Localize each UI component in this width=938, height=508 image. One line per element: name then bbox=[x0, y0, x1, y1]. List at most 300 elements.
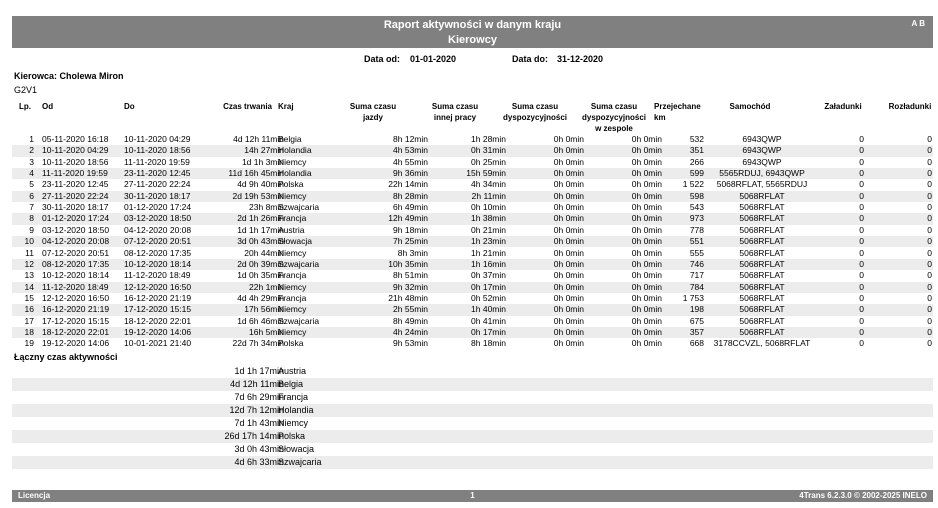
cell-samochod: 5068RFLAT bbox=[739, 281, 785, 292]
totals-row bbox=[12, 391, 933, 404]
cell-inna: 15h 59min bbox=[466, 168, 506, 179]
cell-jazdy: 2h 55min bbox=[393, 304, 428, 315]
cell-dysp: 0h 0min bbox=[553, 281, 584, 292]
cell-do: 12-12-2020 16:50 bbox=[124, 281, 192, 292]
table-row bbox=[12, 293, 933, 304]
cell-czas: 22h 1min bbox=[249, 281, 284, 292]
col-dysp: Suma czasu dyspozycyjności bbox=[502, 102, 568, 122]
cell-od: 10-12-2020 18:14 bbox=[42, 270, 110, 281]
col-rozladunki: Rozładunki bbox=[888, 102, 932, 111]
cell-km: 746 bbox=[689, 258, 704, 269]
totals-row bbox=[12, 404, 933, 417]
cell-od: 23-11-2020 12:45 bbox=[42, 179, 109, 190]
cell-roz: 0 bbox=[927, 292, 932, 303]
table-row bbox=[12, 316, 933, 327]
cell-czas: 2d 19h 53min bbox=[232, 190, 284, 201]
cell-inna: 0h 10min bbox=[471, 202, 506, 213]
cell-dysp-zesp: 0h 0min bbox=[631, 236, 662, 247]
cell-samochod: 6943QWP bbox=[742, 134, 782, 144]
cell-dysp-zesp: 0h 0min bbox=[631, 202, 662, 213]
cell-do: 16-12-2020 21:19 bbox=[124, 292, 192, 303]
cell-czas: 16h 5min bbox=[249, 326, 284, 337]
totals-time: 3d 0h 43min bbox=[234, 444, 284, 454]
cell-jazdy: 22h 14min bbox=[388, 179, 428, 190]
cell-km: 668 bbox=[689, 338, 704, 349]
cell-czas: 14h 27min bbox=[244, 145, 284, 156]
date-to-label: Data do: bbox=[512, 54, 548, 64]
cell-kraj: Niemcy bbox=[278, 247, 307, 258]
cell-do: 10-12-2020 18:14 bbox=[124, 258, 192, 269]
totals-country: Holandia bbox=[278, 405, 314, 415]
cell-kraj: Niemcy bbox=[278, 304, 307, 315]
cell-od: 16-12-2020 21:19 bbox=[42, 304, 110, 315]
cell-dysp: 0h 0min bbox=[553, 247, 584, 258]
cell-kraj: Szwajcaria bbox=[278, 258, 320, 269]
totals-country: Austria bbox=[278, 366, 307, 376]
cell-do: 19-12-2020 14:06 bbox=[124, 326, 192, 337]
cell-km: 555 bbox=[689, 247, 704, 258]
cell-inna: 1h 16min bbox=[471, 258, 506, 269]
date-from-value: 01-01-2020 bbox=[410, 54, 457, 64]
table-row bbox=[12, 270, 933, 281]
col-czas: Czas trwania bbox=[223, 102, 272, 111]
cell-dysp-zesp: 0h 0min bbox=[631, 168, 662, 179]
totals-country: Szwajcaria bbox=[278, 457, 322, 467]
table-row bbox=[12, 202, 933, 213]
cell-do: 18-12-2020 22:01 bbox=[124, 315, 192, 326]
cell-zal: 0 bbox=[859, 168, 864, 179]
cell-inna: 0h 37min bbox=[471, 270, 506, 281]
cell-jazdy: 8h 12min bbox=[393, 134, 428, 144]
table-row bbox=[12, 213, 933, 224]
cell-lp: 10 bbox=[24, 236, 34, 247]
cell-dysp-zesp: 0h 0min bbox=[631, 270, 662, 281]
cell-jazdy: 21h 48min bbox=[388, 292, 428, 303]
col-kraj: Kraj bbox=[278, 102, 294, 111]
cell-lp: 6 bbox=[29, 190, 34, 201]
cell-samochod: 6943QWP bbox=[742, 156, 782, 167]
totals-time: 7d 6h 29min bbox=[234, 392, 284, 402]
cell-roz: 0 bbox=[927, 304, 932, 315]
cell-inna: 8h 18min bbox=[471, 338, 506, 349]
totals-time: 7d 1h 43min bbox=[234, 418, 284, 428]
report-subtitle: Kierowcy bbox=[448, 34, 497, 46]
cell-roz: 0 bbox=[927, 213, 932, 224]
cell-samochod: 5068RFLAT, 5565RDUJ bbox=[716, 179, 808, 190]
col-samochod: Samochód bbox=[729, 102, 771, 111]
table-row bbox=[12, 304, 933, 315]
cell-jazdy: 7h 25min bbox=[393, 236, 428, 247]
totals-time: 4d 6h 33min bbox=[234, 457, 284, 467]
cell-kraj: Polska bbox=[278, 179, 304, 190]
cell-dysp: 0h 0min bbox=[553, 156, 584, 167]
cell-dysp: 0h 0min bbox=[553, 202, 584, 213]
cell-czas: 11d 16h 45min bbox=[228, 168, 284, 179]
cell-jazdy: 8h 49min bbox=[393, 315, 428, 326]
totals-country: Słowacja bbox=[278, 444, 315, 454]
cell-dysp-zesp: 0h 0min bbox=[631, 145, 662, 156]
cell-roz: 0 bbox=[927, 134, 932, 144]
cell-do: 07-12-2020 20:51 bbox=[124, 236, 192, 247]
cell-km: 351 bbox=[689, 145, 704, 156]
cell-roz: 0 bbox=[927, 326, 932, 337]
cell-do: 23-11-2020 12:45 bbox=[124, 168, 191, 179]
totals-row bbox=[12, 456, 933, 469]
cell-roz: 0 bbox=[927, 315, 932, 326]
cell-dysp: 0h 0min bbox=[553, 190, 584, 201]
cell-samochod: 5068RFLAT bbox=[739, 292, 785, 303]
cell-od: 10-11-2020 18:56 bbox=[42, 156, 109, 167]
cell-dysp: 0h 0min bbox=[553, 338, 584, 349]
cell-dysp: 0h 0min bbox=[553, 292, 584, 303]
cell-dysp-zesp: 0h 0min bbox=[631, 258, 662, 269]
cell-dysp-zesp: 0h 0min bbox=[631, 338, 662, 349]
cell-lp: 1 bbox=[29, 134, 34, 144]
cell-czas: 1d 0h 35min bbox=[237, 270, 284, 281]
cell-dysp-zesp: 0h 0min bbox=[631, 224, 662, 235]
table-row bbox=[12, 168, 933, 179]
table-row bbox=[12, 157, 933, 168]
cell-inna: 4h 34min bbox=[471, 179, 506, 190]
cell-jazdy: 9h 53min bbox=[393, 338, 428, 349]
report-footer bbox=[12, 490, 933, 502]
cell-km: 357 bbox=[689, 326, 704, 337]
cell-do: 10-01-2021 21:40 bbox=[124, 338, 192, 349]
cell-inna: 0h 17min bbox=[471, 326, 506, 337]
totals-time: 12d 7h 12min bbox=[229, 405, 284, 415]
cell-do: 27-11-2020 22:24 bbox=[124, 179, 191, 190]
cell-roz: 0 bbox=[927, 247, 932, 258]
cell-jazdy: 9h 32min bbox=[393, 281, 428, 292]
date-from-label: Data od: bbox=[364, 54, 400, 64]
cell-dysp: 0h 0min bbox=[553, 258, 584, 269]
cell-do: 11-11-2020 19:59 bbox=[124, 156, 190, 167]
footer-license: Licencja bbox=[18, 491, 51, 500]
cell-jazdy: 8h 51min bbox=[393, 270, 428, 281]
driver-name: Kierowca: Cholewa Miron bbox=[14, 71, 124, 81]
cell-czas: 3d 0h 43min bbox=[237, 236, 284, 247]
cell-dysp: 0h 0min bbox=[553, 315, 584, 326]
cell-km: 1 522 bbox=[682, 179, 704, 190]
cell-dysp-zesp: 0h 0min bbox=[631, 315, 662, 326]
table-row bbox=[12, 236, 933, 247]
col-dysp-zesp: Suma czasu dyspozycyjności w zespole bbox=[581, 102, 647, 133]
cell-inna: 2h 11min bbox=[471, 190, 506, 201]
cell-kraj: Belgia bbox=[278, 134, 302, 144]
cell-inna: 0h 31min bbox=[471, 145, 506, 156]
cell-dysp-zesp: 0h 0min bbox=[631, 156, 662, 167]
cell-inna: 1h 23min bbox=[471, 236, 506, 247]
cell-lp: 11 bbox=[25, 247, 34, 258]
col-do: Do bbox=[124, 102, 135, 111]
cell-kraj: Niemcy bbox=[278, 281, 307, 292]
table-row bbox=[12, 179, 933, 190]
cell-zal: 0 bbox=[859, 281, 864, 292]
driver-card-id: G2V1 bbox=[14, 85, 38, 95]
cell-inna: 0h 21min bbox=[471, 224, 506, 235]
cell-km: 198 bbox=[689, 304, 704, 315]
cell-jazdy: 6h 49min bbox=[393, 202, 428, 213]
totals-time: 1d 1h 17min bbox=[234, 366, 284, 376]
cell-zal: 0 bbox=[859, 213, 864, 224]
cell-km: 1 753 bbox=[682, 292, 704, 303]
cell-lp: 8 bbox=[29, 213, 34, 224]
cell-km: 266 bbox=[689, 156, 704, 167]
cell-dysp: 0h 0min bbox=[553, 179, 584, 190]
cell-roz: 0 bbox=[927, 281, 932, 292]
col-inna: Suma czasu innej pracy bbox=[431, 102, 479, 122]
cell-kraj: Szwajcaria bbox=[278, 202, 320, 213]
cell-zal: 0 bbox=[859, 315, 864, 326]
cell-lp: 4 bbox=[29, 168, 34, 179]
cell-lp: 16 bbox=[24, 304, 34, 315]
cell-kraj: Francja bbox=[278, 213, 307, 224]
cell-samochod: 3178CCVZL, 5068RFLAT bbox=[713, 338, 811, 349]
cell-lp: 7 bbox=[29, 202, 34, 213]
table-row bbox=[12, 259, 933, 270]
cell-dysp: 0h 0min bbox=[553, 213, 584, 224]
cell-inna: 0h 41min bbox=[471, 315, 506, 326]
cell-zal: 0 bbox=[859, 190, 864, 201]
cell-roz: 0 bbox=[927, 236, 932, 247]
cell-zal: 0 bbox=[859, 145, 864, 156]
cell-kraj: Niemcy bbox=[278, 156, 307, 167]
cell-do: 01-12-2020 17:24 bbox=[124, 202, 192, 213]
cell-dysp-zesp: 0h 0min bbox=[631, 179, 662, 190]
cell-od: 01-12-2020 17:24 bbox=[42, 213, 110, 224]
cell-kraj: Francja bbox=[278, 292, 307, 303]
cell-kraj: Niemcy bbox=[278, 190, 307, 201]
cell-lp: 12 bbox=[24, 258, 34, 269]
cell-zal: 0 bbox=[859, 179, 864, 190]
cell-km: 551 bbox=[689, 236, 704, 247]
cell-jazdy: 4h 53min bbox=[393, 145, 428, 156]
cell-samochod: 5068RFLAT bbox=[739, 315, 785, 326]
totals-row bbox=[12, 365, 933, 378]
table-row bbox=[12, 327, 933, 338]
col-lp: Lp. bbox=[19, 102, 31, 111]
cell-samochod: 5068RFLAT bbox=[739, 326, 785, 337]
cell-kraj: Francja bbox=[278, 270, 307, 281]
cell-kraj: Austria bbox=[278, 224, 305, 235]
cell-dysp-zesp: 0h 0min bbox=[631, 326, 662, 337]
col-od: Od bbox=[42, 102, 54, 111]
cell-km: 532 bbox=[689, 134, 704, 144]
cell-zal: 0 bbox=[859, 236, 864, 247]
cell-roz: 0 bbox=[927, 179, 932, 190]
cell-do: 10-11-2020 18:56 bbox=[124, 145, 191, 156]
totals-country: Belgia bbox=[278, 379, 304, 389]
cell-czas: 1d 6h 46min bbox=[237, 315, 284, 326]
totals-row bbox=[12, 430, 933, 443]
cell-lp: 18 bbox=[24, 326, 34, 337]
cell-inna: 0h 52min bbox=[471, 292, 506, 303]
cell-do: 17-12-2020 15:15 bbox=[124, 304, 192, 315]
totals-country: Niemcy bbox=[278, 418, 309, 428]
cell-inna: 0h 17min bbox=[471, 281, 506, 292]
cell-dysp: 0h 0min bbox=[553, 145, 584, 156]
totals-row bbox=[12, 378, 933, 391]
cell-dysp-zesp: 0h 0min bbox=[631, 304, 662, 315]
table-row bbox=[12, 225, 933, 236]
cell-inna: 1h 28min bbox=[471, 134, 506, 144]
cell-km: 675 bbox=[689, 315, 704, 326]
totals-country: Polska bbox=[278, 431, 306, 441]
cell-zal: 0 bbox=[859, 202, 864, 213]
cell-samochod: 5068RFLAT bbox=[739, 213, 785, 224]
cell-od: 30-11-2020 18:17 bbox=[42, 202, 109, 213]
table-row bbox=[12, 134, 933, 145]
cell-kraj: Holandia bbox=[278, 168, 312, 179]
cell-jazdy: 9h 36min bbox=[393, 168, 428, 179]
cell-czas: 23h 8min bbox=[249, 202, 284, 213]
cell-roz: 0 bbox=[927, 270, 932, 281]
cell-lp: 13 bbox=[24, 270, 34, 281]
cell-km: 598 bbox=[689, 190, 704, 201]
cell-czas: 2d 1h 26min bbox=[237, 213, 284, 224]
cell-od: 18-12-2020 22:01 bbox=[42, 326, 110, 337]
cell-od: 19-12-2020 14:06 bbox=[42, 338, 110, 349]
cell-jazdy: 8h 28min bbox=[393, 190, 428, 201]
cell-zal: 0 bbox=[859, 326, 864, 337]
cell-samochod: 6943QWP bbox=[742, 145, 782, 156]
cell-do: 03-12-2020 18:50 bbox=[124, 213, 192, 224]
cell-czas: 4d 4h 29min bbox=[237, 292, 284, 303]
cell-samochod: 5068RFLAT bbox=[739, 236, 785, 247]
totals-title: Łączny czas aktywności bbox=[14, 352, 118, 362]
cell-od: 03-12-2020 18:50 bbox=[42, 224, 110, 235]
cell-dysp: 0h 0min bbox=[553, 224, 584, 235]
cell-zal: 0 bbox=[859, 304, 864, 315]
footer-page-number: 1 bbox=[470, 491, 475, 500]
cell-od: 11-11-2020 19:59 bbox=[42, 168, 108, 179]
cell-od: 27-11-2020 22:24 bbox=[42, 190, 109, 201]
cell-kraj: Szwajcaria bbox=[278, 315, 320, 326]
cell-do: 11-12-2020 18:49 bbox=[124, 270, 191, 281]
cell-km: 784 bbox=[689, 281, 704, 292]
table-row bbox=[12, 145, 933, 156]
report-title: Raport aktywności w danym kraju bbox=[383, 19, 562, 31]
cell-km: 543 bbox=[689, 202, 704, 213]
totals-row bbox=[12, 443, 933, 456]
col-km: Przejechane km bbox=[654, 102, 701, 122]
cell-dysp: 0h 0min bbox=[553, 168, 584, 179]
cell-od: 17-12-2020 15:15 bbox=[42, 315, 110, 326]
cell-samochod: 5068RFLAT bbox=[739, 270, 785, 281]
cell-lp: 5 bbox=[29, 179, 34, 190]
cell-dysp-zesp: 0h 0min bbox=[631, 281, 662, 292]
cell-lp: 2 bbox=[29, 145, 34, 156]
cell-dysp: 0h 0min bbox=[553, 270, 584, 281]
cell-czas: 20h 44min bbox=[244, 247, 284, 258]
cell-lp: 14 bbox=[24, 281, 34, 292]
cell-km: 599 bbox=[689, 168, 704, 179]
cell-samochod: 5068RFLAT bbox=[739, 304, 785, 315]
cell-dysp-zesp: 0h 0min bbox=[631, 292, 662, 303]
cell-roz: 0 bbox=[927, 258, 932, 269]
cell-od: 05-11-2020 16:18 bbox=[42, 134, 109, 144]
cell-inna: 1h 38min bbox=[471, 213, 506, 224]
cell-lp: 19 bbox=[24, 338, 34, 349]
cell-lp: 17 bbox=[24, 315, 34, 326]
cell-do: 30-11-2020 18:17 bbox=[124, 190, 191, 201]
totals-time: 26d 17h 14min bbox=[224, 431, 284, 441]
cell-jazdy: 9h 18min bbox=[393, 224, 428, 235]
cell-zal: 0 bbox=[859, 292, 864, 303]
cell-czas: 1d 1h 17min bbox=[237, 224, 284, 235]
cell-jazdy: 10h 35min bbox=[388, 258, 428, 269]
cell-czas: 1d 1h 3min bbox=[241, 156, 284, 167]
cell-dysp: 0h 0min bbox=[553, 304, 584, 315]
cell-kraj: Polska bbox=[278, 338, 304, 349]
cell-od: 10-11-2020 04:29 bbox=[42, 145, 109, 156]
cell-roz: 0 bbox=[927, 145, 932, 156]
cell-dysp-zesp: 0h 0min bbox=[631, 213, 662, 224]
cell-do: 04-12-2020 20:08 bbox=[124, 224, 192, 235]
footer-version: 4Trans 6.2.3.0 © 2002-2025 INELO bbox=[799, 491, 927, 500]
cell-zal: 0 bbox=[859, 134, 864, 144]
cell-roz: 0 bbox=[927, 202, 932, 213]
table-row bbox=[12, 282, 933, 293]
cell-czas: 17h 56min bbox=[244, 304, 284, 315]
cell-do: 10-11-2020 04:29 bbox=[124, 134, 191, 144]
table-row bbox=[12, 338, 933, 349]
report-header bbox=[12, 16, 933, 48]
cell-inna: 1h 21min bbox=[471, 247, 506, 258]
totals-time: 4d 12h 11min bbox=[230, 379, 284, 389]
cell-samochod: 5068RFLAT bbox=[739, 247, 785, 258]
cell-czas: 4d 12h 11min bbox=[233, 134, 284, 144]
cell-km: 778 bbox=[689, 224, 704, 235]
cell-roz: 0 bbox=[927, 168, 932, 179]
cell-inna: 1h 40min bbox=[471, 304, 506, 315]
cell-roz: 0 bbox=[927, 338, 932, 349]
cell-zal: 0 bbox=[859, 156, 864, 167]
cell-od: 08-12-2020 17:35 bbox=[42, 258, 110, 269]
cell-zal: 0 bbox=[859, 270, 864, 281]
cell-kraj: Niemcy bbox=[278, 326, 307, 337]
cell-lp: 15 bbox=[24, 292, 34, 303]
cell-dysp: 0h 0min bbox=[553, 236, 584, 247]
cell-km: 973 bbox=[689, 213, 704, 224]
cell-jazdy: 8h 3min bbox=[397, 247, 428, 258]
cell-lp: 3 bbox=[29, 156, 34, 167]
cell-czas: 4d 9h 40min bbox=[237, 179, 284, 190]
cell-samochod: 5068RFLAT bbox=[739, 202, 785, 213]
cell-czas: 22d 7h 34min bbox=[232, 338, 284, 349]
cell-dysp: 0h 0min bbox=[553, 326, 584, 337]
cell-lp: 9 bbox=[29, 224, 34, 235]
cell-samochod: 5068RFLAT bbox=[739, 224, 785, 235]
table-row bbox=[12, 248, 933, 259]
cell-zal: 0 bbox=[859, 338, 864, 349]
cell-zal: 0 bbox=[859, 258, 864, 269]
cell-od: 07-12-2020 20:51 bbox=[42, 247, 110, 258]
cell-jazdy: 4h 55min bbox=[393, 156, 428, 167]
table-row bbox=[12, 191, 933, 202]
cell-czas: 2d 0h 39min bbox=[237, 258, 284, 269]
col-jazdy: Suma czasu jazdy bbox=[349, 102, 397, 122]
cell-km: 717 bbox=[689, 270, 704, 281]
cell-zal: 0 bbox=[859, 247, 864, 258]
date-to-value: 31-12-2020 bbox=[557, 54, 604, 64]
cell-od: 04-12-2020 20:08 bbox=[42, 236, 110, 247]
totals-country: Francja bbox=[278, 392, 309, 402]
cell-roz: 0 bbox=[927, 190, 932, 201]
cell-do: 08-12-2020 17:35 bbox=[124, 247, 192, 258]
cell-samochod: 5565RDUJ, 6943QWP bbox=[719, 168, 805, 179]
cell-samochod: 5068RFLAT bbox=[739, 190, 785, 201]
